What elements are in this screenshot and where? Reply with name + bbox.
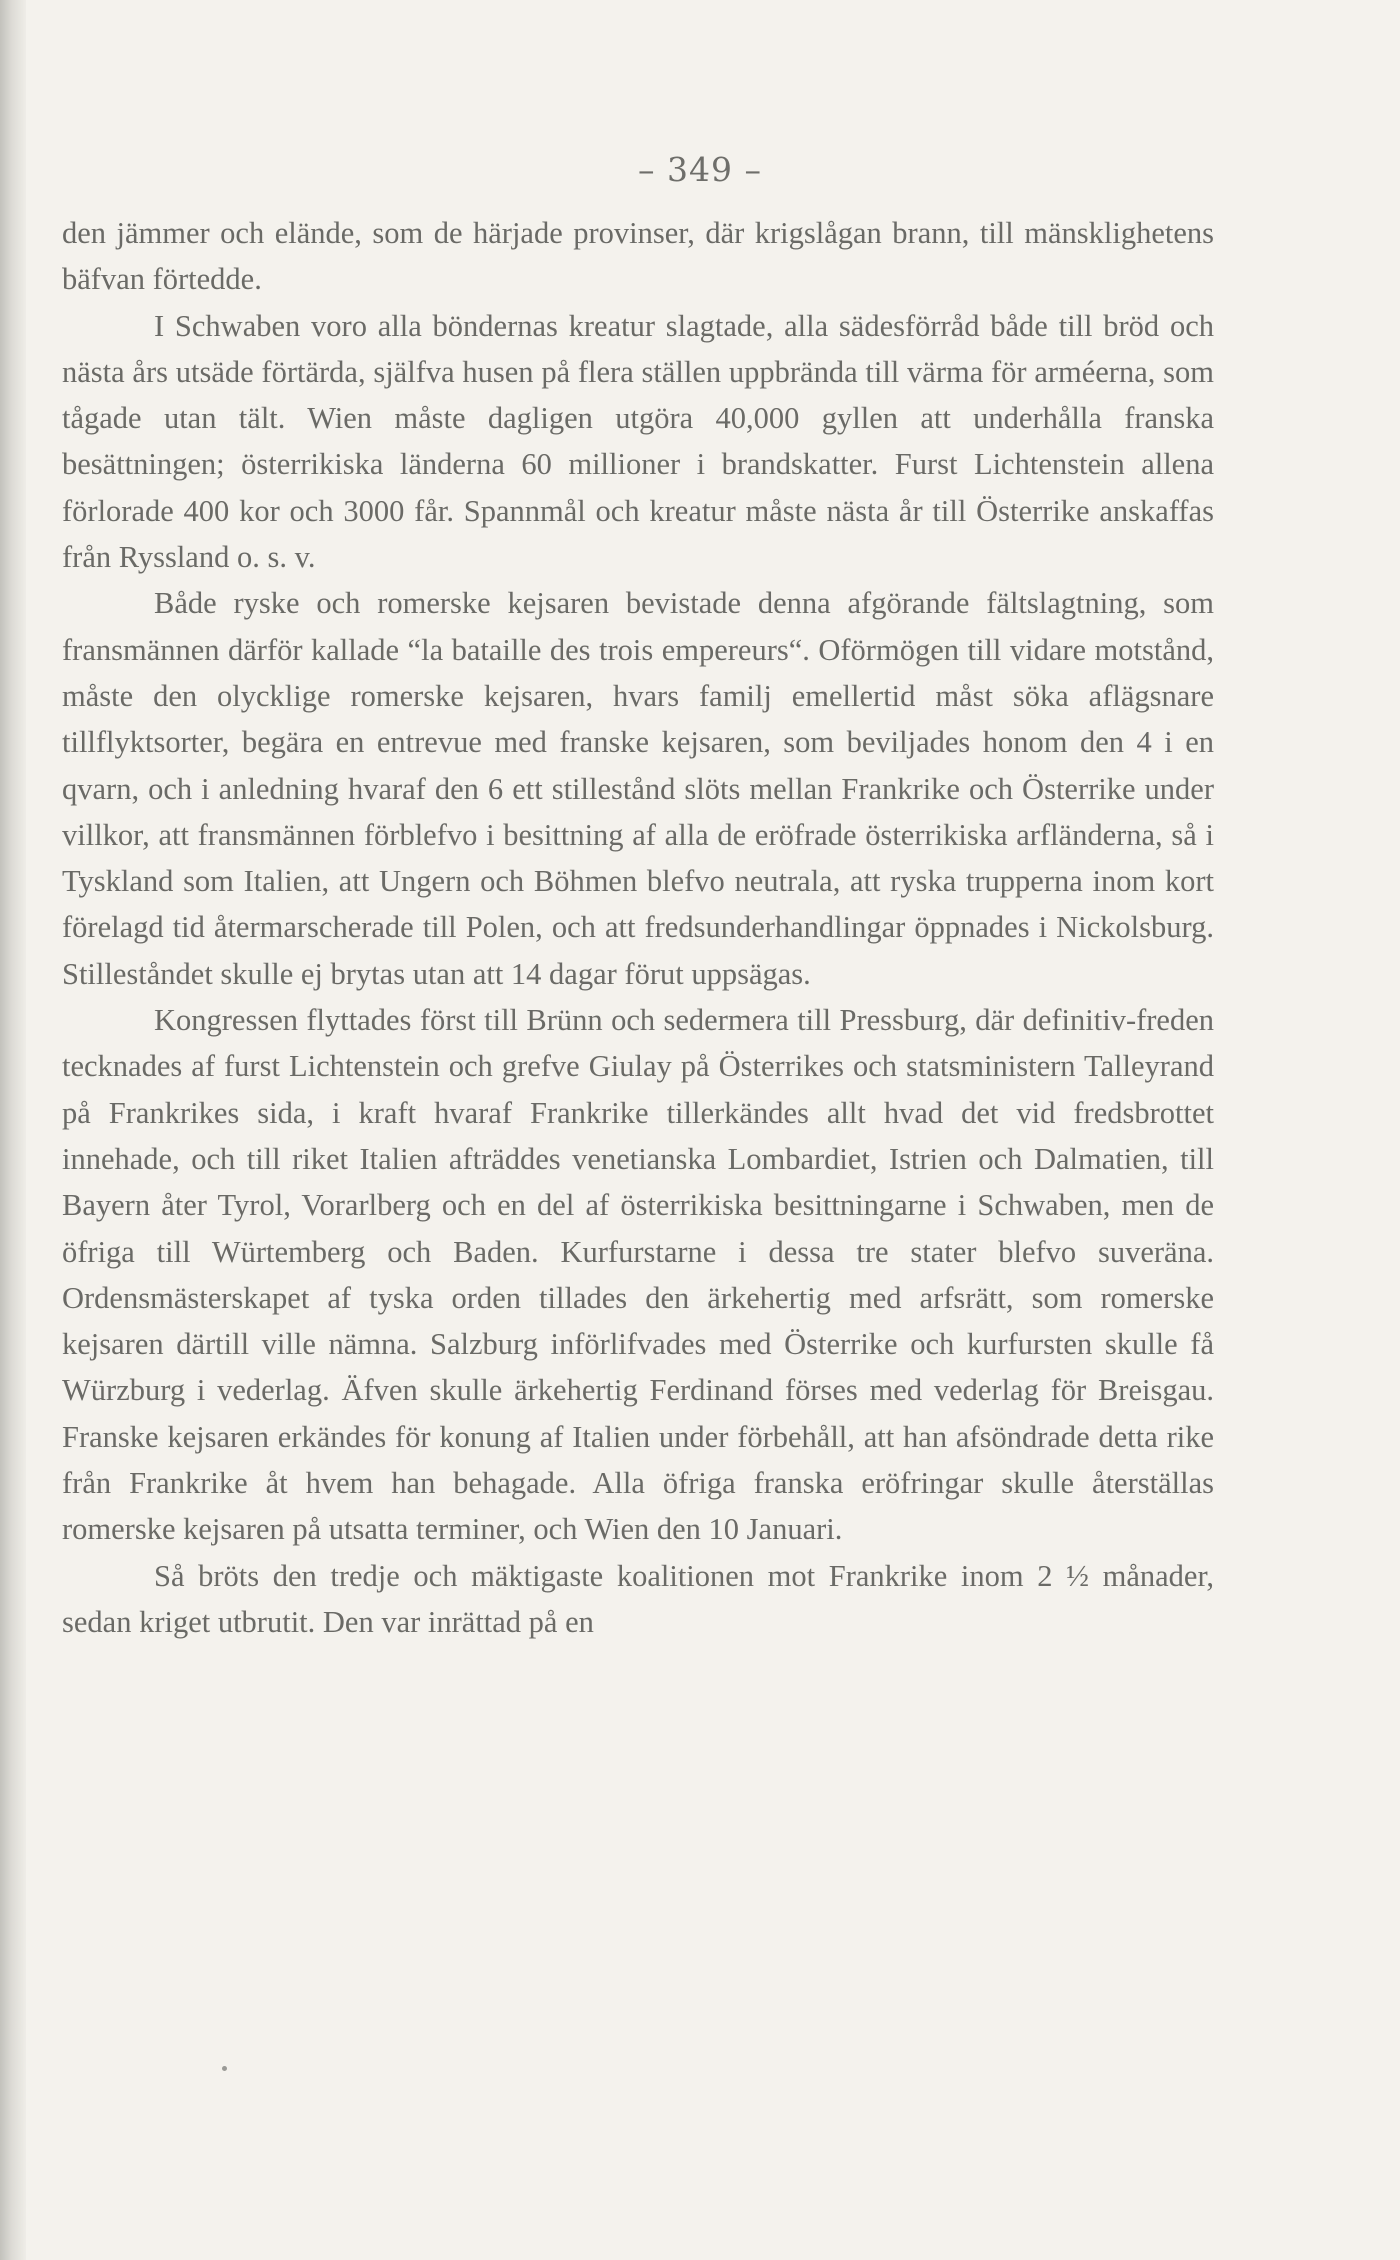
paragraph: Kongressen flyttades först till Brünn och sedermera till Pressburg, där definitiv-freden tecknades af furst Lichtenstein och grefve Giulay på Österrikes och statsministern Talleyrand på Frankrikes sida, i kraft hvaraf Frankrike tillerkändes allt hvad det vid fredsbrottet innehade, och till riket Italien afträddes venetianska Lombardiet, Istrien och Dalmatien, till Bayern åter Tyrol, Vorarlberg och en del af österrikiska besittningarne i Schwaben, men de öfriga till Würtemberg och Baden. Kurfurstarne i dessa tre stater blefvo suveräna. Ordensmästerskapet af tyska orden tillades den ärkehertig med arfsrätt, som romerske kejsaren därtill ville nämna. Salzburg införlifvades med Österrike och kurfursten skulle få Würzburg i vederlag. Äfven skulle ärkehertig Ferdinand förses med vederlag för Breisgau. Franske kejsaren erkändes för konung af Italien under förbehåll, att han afsöndrade detta rike från Frankrike åt hvem han behagade. Alla öfriga franska eröfringar skulle återställas romerske kejsaren på utsatta terminer, och Wien den 10 Januari. [62, 1003, 1214, 1547]
page-number: – 349 – [638, 150, 762, 189]
paragraph: I Schwaben voro alla böndernas kreatur slagtade, alla sädesförråd både till bröd och nästa års utsäde förtärda, själfva husen på flera ställen uppbrända till värma för arméerna, som tågade utan tält. Wien måste dagligen utgöra 40,000 gyllen att underhålla franska besättningen; österrikiska länderna 60 millioner i brandskatter. Furst Lichtenstein allena förlorade 400 kor och 3000 får. Spannmål och kreatur måste nästa år till Österrike anskaffas från Ryssland o. s. v. [62, 308, 1214, 575]
paragraph: den jämmer och elände, som de härjade provinser, där krigslågan brann, till mänsklighetens bäfvan förtedde. [62, 216, 1214, 297]
body-text [62, 210, 1214, 1645]
page-spine-shadow [0, 0, 26, 2260]
paragraph: Så bröts den tredje och mäktigaste koalitionen mot Frankrike inom 2 ½ månader, sedan kriget utbrutit. Den var inrättad på en [62, 1558, 1214, 1639]
paragraph: Både ryske och romerske kejsaren bevistade denna afgörande fältslagtning, som fransmännen därför kallade “la bataille des trois empereurs“. Oförmögen till vidare motstånd, måste den olycklige romerske kejsaren, hvars familj emellertid måst söka aflägsnare tillflyktsorter, begära en entrevue med franske kejsaren, som beviljades honom den 4 i en qvarn, och i anledning hvaraf den 6 ett stillestånd slöts mellan Frankrike och Österrike under villkor, att fransmännen förblefvo i besittning af alla de eröfrade österrikiska arfländerna, så i Tyskland som Italien, att Ungern och Böhmen blefvo neutrala, att ryska trupperna inom kort förelagd tid återmarscherade till Polen, och att fredsunderhandlingar öppnades i Nickolsburg. Stilleståndet skulle ej brytas utan att 14 dagar förut uppsägas. [62, 586, 1214, 991]
ink-speck [222, 2066, 227, 2071]
